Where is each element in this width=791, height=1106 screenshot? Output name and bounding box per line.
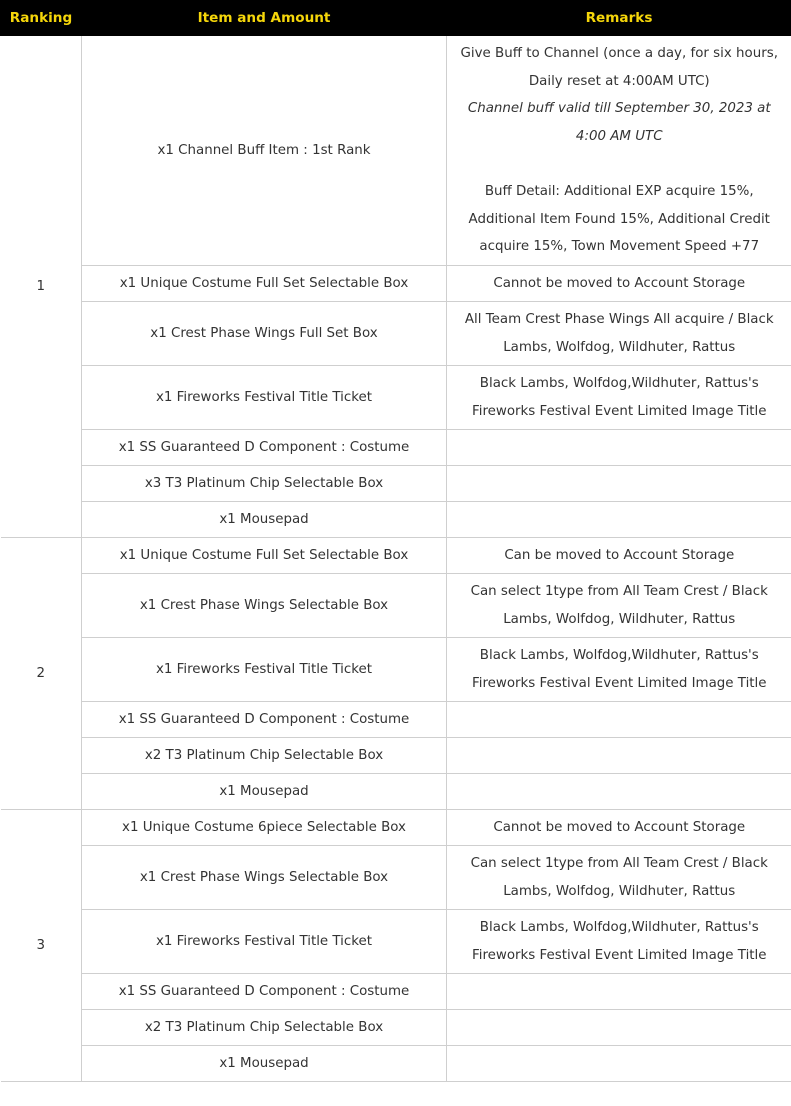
rank-cell-3: 3 <box>1 810 82 1082</box>
table-row <box>1 538 791 574</box>
remark-cell <box>447 974 791 1010</box>
item-cell: x1 Mousepad <box>82 1046 447 1082</box>
remark-cell <box>447 1010 791 1046</box>
table-row <box>1 302 791 366</box>
table-row <box>1 974 791 1010</box>
item-cell: x1 Unique Costume Full Set Selectable Box <box>82 266 447 302</box>
item-cell: x1 Crest Phase Wings Selectable Box <box>82 846 447 910</box>
remark-cell: Cannot be moved to Account Storage <box>447 266 791 302</box>
item-cell: x1 SS Guaranteed D Component : Costume <box>82 974 447 1010</box>
table-row <box>1 1010 791 1046</box>
header-ranking: Ranking <box>1 1 82 36</box>
remark-cell <box>447 502 791 538</box>
table-row <box>1 810 791 846</box>
remark-cell: Can select 1type from All Team Crest / Black Lambs, Wolfdog, Wildhuter, Rattus <box>447 574 791 638</box>
item-cell: x3 T3 Platinum Chip Selectable Box <box>82 466 447 502</box>
remark-text: Give Buff to Channel (once a day, for six hours, Daily reset at 4:00AM UTC) <box>460 46 778 89</box>
item-cell: x1 Fireworks Festival Title Ticket <box>82 366 447 430</box>
table-header-row <box>1 1 791 36</box>
table-row <box>1 366 791 430</box>
remark-cell <box>447 702 791 738</box>
item-cell: x1 Channel Buff Item : 1st Rank <box>82 36 447 266</box>
table-row <box>1 774 791 810</box>
remark-cell <box>447 430 791 466</box>
remark-spacer <box>459 150 780 178</box>
remark-cell <box>447 738 791 774</box>
table-row <box>1 846 791 910</box>
table-row <box>1 1046 791 1082</box>
remark-cell <box>447 466 791 502</box>
item-cell: x1 Crest Phase Wings Selectable Box <box>82 574 447 638</box>
table-row <box>1 638 791 702</box>
item-cell: x1 Unique Costume Full Set Selectable Box <box>82 538 447 574</box>
rank-cell-2: 2 <box>1 538 82 810</box>
remark-cell: Can select 1type from All Team Crest / Black Lambs, Wolfdog, Wildhuter, Rattus <box>447 846 791 910</box>
item-cell: x2 T3 Platinum Chip Selectable Box <box>82 738 447 774</box>
item-cell: x1 SS Guaranteed D Component : Costume <box>82 702 447 738</box>
table-row <box>1 430 791 466</box>
table-row <box>1 574 791 638</box>
remark-text-italic: Channel buff valid till September 30, 2023 at 4:00 AM UTC <box>467 101 771 144</box>
header-remarks: Remarks <box>447 1 791 36</box>
remark-cell: Black Lambs, Wolfdog,Wildhuter, Rattus's Fireworks Festival Event Limited Image Title <box>447 638 791 702</box>
remark-cell: All Team Crest Phase Wings All acquire / Black Lambs, Wolfdog, Wildhuter, Rattus <box>447 302 791 366</box>
item-cell: x1 SS Guaranteed D Component : Costume <box>82 430 447 466</box>
table-row <box>1 738 791 774</box>
item-cell: x1 Fireworks Festival Title Ticket <box>82 910 447 974</box>
remark-cell: Black Lambs, Wolfdog,Wildhuter, Rattus's Fireworks Festival Event Limited Image Title <box>447 366 791 430</box>
remark-cell: Black Lambs, Wolfdog,Wildhuter, Rattus's Fireworks Festival Event Limited Image Title <box>447 910 791 974</box>
remark-text: Buff Detail: Additional EXP acquire 15%, Additional Item Found 15%, Additional Credit acquire 15%, Town Movement Speed +77 <box>468 184 770 255</box>
table-row <box>1 466 791 502</box>
item-cell: x1 Crest Phase Wings Full Set Box <box>82 302 447 366</box>
item-cell: x1 Fireworks Festival Title Ticket <box>82 638 447 702</box>
item-cell: x1 Unique Costume 6piece Selectable Box <box>82 810 447 846</box>
item-cell: x1 Mousepad <box>82 774 447 810</box>
rank-cell-1: 1 <box>1 36 82 538</box>
remark-cell <box>447 1046 791 1082</box>
table-row <box>1 502 791 538</box>
table-row <box>1 702 791 738</box>
item-cell: x2 T3 Platinum Chip Selectable Box <box>82 1010 447 1046</box>
remark-cell: Cannot be moved to Account Storage <box>447 810 791 846</box>
table-row <box>1 36 791 266</box>
remark-cell <box>447 774 791 810</box>
remark-cell: Can be moved to Account Storage <box>447 538 791 574</box>
header-item-amount: Item and Amount <box>82 1 447 36</box>
item-cell: x1 Mousepad <box>82 502 447 538</box>
remark-cell <box>447 36 791 266</box>
table-row <box>1 910 791 974</box>
table-row <box>1 266 791 302</box>
